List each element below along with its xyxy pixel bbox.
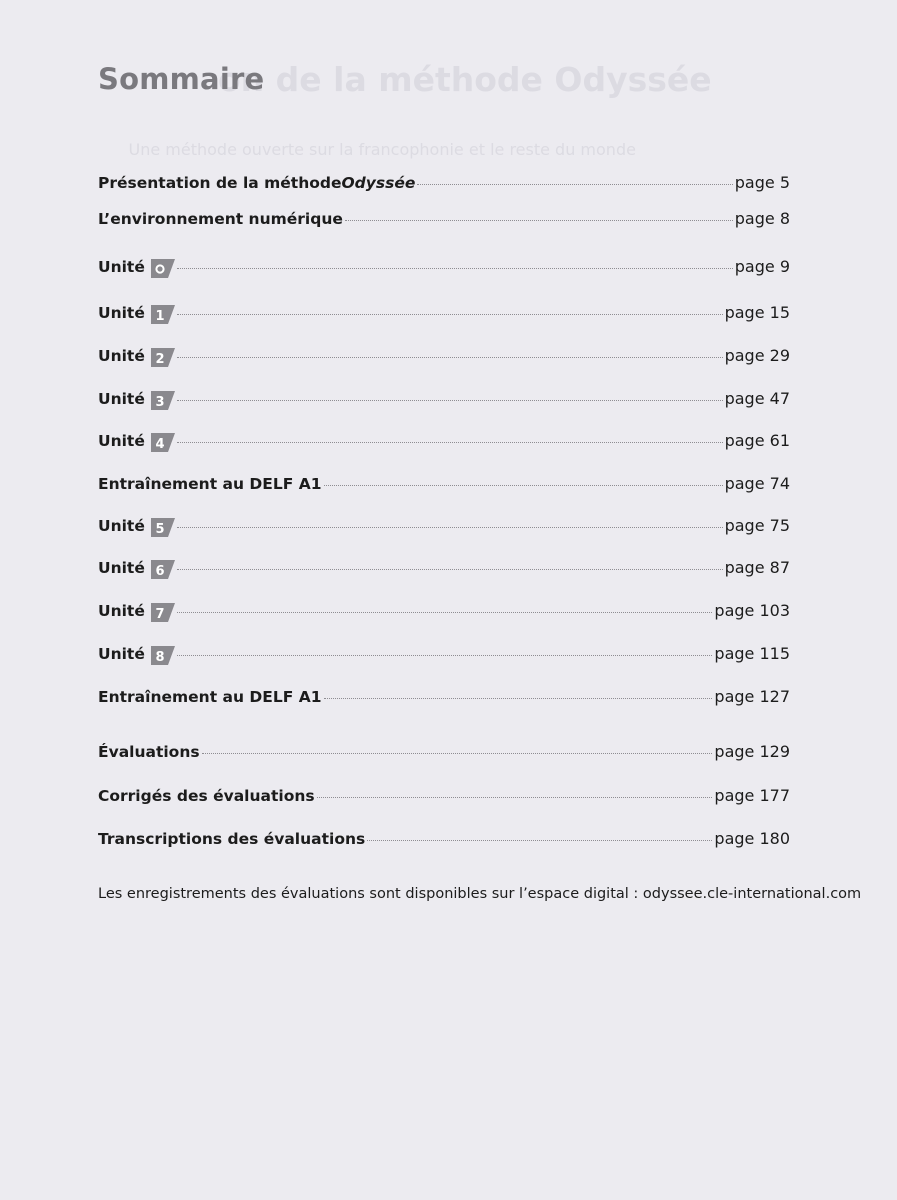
page-number: page 9 [734,257,790,276]
toc-entry-delf-2[interactable] [98,687,790,711]
toc-label: Unité 6 [98,559,175,578]
toc-entry-unit-5[interactable] [98,516,790,540]
page-number: page 129 [714,742,790,761]
svg-text:8: 8 [155,649,165,665]
recordings-note: Les enregistrements des évaluations sont disponibles sur l’espace digital : odyssee.cle-international.com [98,886,862,902]
toc-entry-unit-6[interactable] [98,558,790,582]
toc-label: Unité 8 [98,645,175,664]
svg-text:5: 5 [155,521,165,537]
toc-label: Unité 2 [98,347,175,366]
toc-entry-unit-2[interactable] [98,346,790,370]
page-number: page 5 [734,173,790,192]
svg-text:3: 3 [155,394,165,410]
dot-leader [202,753,713,754]
method-name: Odyssée [341,174,416,192]
dot-leader [177,612,713,613]
page-number: page 15 [724,303,790,322]
toc-entry-evaluations[interactable] [98,742,790,766]
toc-label: Présentation de la méthode Odyssée [98,174,416,192]
toc-entry-unit-4[interactable] [98,431,790,455]
toc-entry-unit-8[interactable] [98,644,790,668]
toc-label: Évaluations [98,743,200,761]
page-number: page 87 [724,558,790,577]
toc-label: Unité 7 [98,602,175,621]
unit-number-badge-icon [151,646,175,665]
unit-number-badge-icon [151,348,175,367]
svg-text:4: 4 [155,436,165,452]
toc-label: Unité 5 [98,517,175,536]
svg-text:7: 7 [155,606,165,622]
toc-entry-delf-1[interactable] [98,474,790,498]
dot-leader [367,840,712,841]
toc-label: Transcriptions des évaluations [98,830,366,848]
toc-label: Unité 1 [98,304,175,323]
page-number: page 127 [714,687,790,706]
toc-entry-corriges[interactable] [98,786,790,810]
toc-entry-unit-0[interactable] [98,257,790,281]
dot-leader [177,442,723,443]
dot-leader [345,220,733,221]
page-title: Sommaire [98,62,265,96]
svg-text:2: 2 [155,351,165,367]
toc-entry-unit-1[interactable] [98,303,790,327]
page-number: page 8 [734,209,790,228]
toc-entry-environnement[interactable] [98,209,790,233]
page-number: page 180 [714,829,790,848]
dot-leader [177,527,723,528]
bleed-through-text: on de la méthode Odyssée Une méthode ouverte sur la francophonie et le reste du monde [98,60,712,159]
unit-number-badge-icon [151,433,175,452]
toc-label: Unité 3 [98,390,175,409]
unit-number-badge-icon [151,603,175,622]
unit-number-badge-icon [151,259,175,278]
toc-entry-presentation[interactable] [98,173,790,197]
toc-entry-unit-3[interactable] [98,389,790,413]
toc-label: Unité [98,258,175,277]
dot-leader [177,569,723,570]
dot-leader [177,268,733,269]
page-number: page 115 [714,644,790,663]
dot-leader [177,655,713,656]
dot-leader [324,485,723,486]
dot-leader [324,698,713,699]
toc-label: Entraînement au DELF A1 [98,688,322,706]
toc-entry-unit-7[interactable] [98,601,790,625]
page-number: page 74 [724,474,790,493]
toc-label: Entraînement au DELF A1 [98,475,322,493]
dot-leader [177,357,723,358]
toc-entry-transcriptions[interactable] [98,829,790,853]
dot-leader [317,797,713,798]
dot-leader [177,400,723,401]
svg-text:6: 6 [155,563,165,579]
toc-label: Unité 4 [98,432,175,451]
svg-text:1: 1 [155,308,165,324]
toc-label: L’environnement numérique [98,210,343,228]
page-number: page 47 [724,389,790,408]
page-number: page 29 [724,346,790,365]
unit-number-badge-icon [151,391,175,410]
unit-number-badge-icon [151,518,175,537]
dot-leader [417,184,732,185]
unit-number-badge-icon [151,560,175,579]
page-number: page 177 [714,786,790,805]
page-number: page 75 [724,516,790,535]
unit-number-badge-icon [151,305,175,324]
dot-leader [177,314,723,315]
page-number: page 103 [714,601,790,620]
toc-label: Corrigés des évaluations [98,787,315,805]
page-number: page 61 [724,431,790,450]
